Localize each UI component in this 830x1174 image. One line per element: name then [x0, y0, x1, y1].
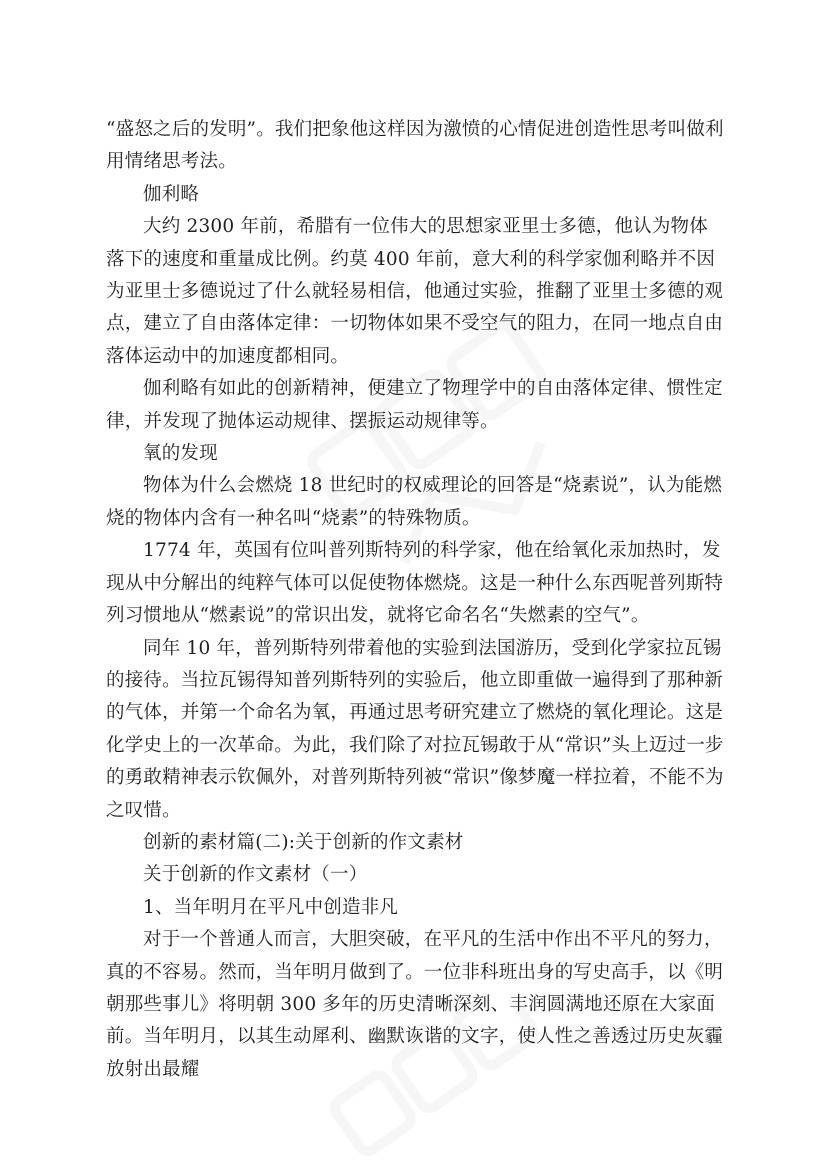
- document-body: [106, 114, 724, 1086]
- section-heading-oxygen: 氧的发现: [143, 443, 218, 465]
- section-heading-galileo: 伽利略: [143, 183, 200, 205]
- paragraph: “盛怒之后的发明”。我们把象他这样因为激愤的心情促进创造性思考叫做利用情绪思考法。: [106, 119, 724, 173]
- chapter-heading: 创新的素材篇(二):关于创新的作文素材: [143, 831, 464, 853]
- item-heading: 1、当年明月在平凡中创造非凡: [143, 896, 399, 918]
- paragraph: 同年 10 年，普列斯特列带着他的实验到法国游历，受到化学家拉瓦锡的接待。当拉瓦锡得知普列斯特列的实验后，他立即重做一遍得到了那种新的气体，并第一个命名为氧，再通过思考研究建立了燃烧的氧化理论。这是化学史上的一次革命。为此，我们除了对拉瓦锡敢于从“常识”头上迈过一步的勇敢精神表示钦佩外，对普列斯特列被“常识”像梦魔一样拉着，不能不为之叹惜。: [106, 637, 724, 821]
- paragraph: 对于一个普通人而言，大胆突破，在平凡的生活中作出不平凡的努力，真的不容易。然而，当年明月做到了。一位非科班出身的写史高手，以《明朝那些事儿》将明朝 300 多年的历史清晰深刻、丰润圆满地还原在大家面前。当年明月，以其生动犀利、幽默诙谐的文字，使人性之善透过历史灰霾放射出最耀: [106, 929, 724, 1080]
- paragraph: 物体为什么会燃烧 18 世纪时的权威理论的回答是“烧素说”，认为能燃烧的物体内含有一种名叫“烧素”的特殊物质。: [106, 475, 723, 529]
- paragraph: 大约 2300 年前，希腊有一位伟大的思想家亚里士多德，他认为物体落下的速度和重量成比例。约莫 400 年前，意大利的科学家伽利略并不因为亚里士多德说过了什么就轻易相信，他通过实验，推翻了亚里士多德的观点，建立了自由落体定律：一切物体如果不受空气的阻力，在同一地点自由落体运动中的加速度都相同。: [106, 216, 724, 367]
- paragraph: 伽利略有如此的创新精神，便建立了物理学中的自由落体定律、惯性定律，并发现了抛体运动规律、摆振运动规律等。: [106, 378, 723, 432]
- subheading: 关于创新的作文素材（一）: [143, 864, 368, 886]
- paragraph: 1774 年，英国有位叫普列斯特列的科学家，他在给氧化汞加热时，发现从中分解出的纯粹气体可以促使物体燃烧。这是一种什么东西呢普列斯特列习惯地从“燃素说”的常识出发，就将它命名名“失燃素的空气”。: [106, 540, 724, 627]
